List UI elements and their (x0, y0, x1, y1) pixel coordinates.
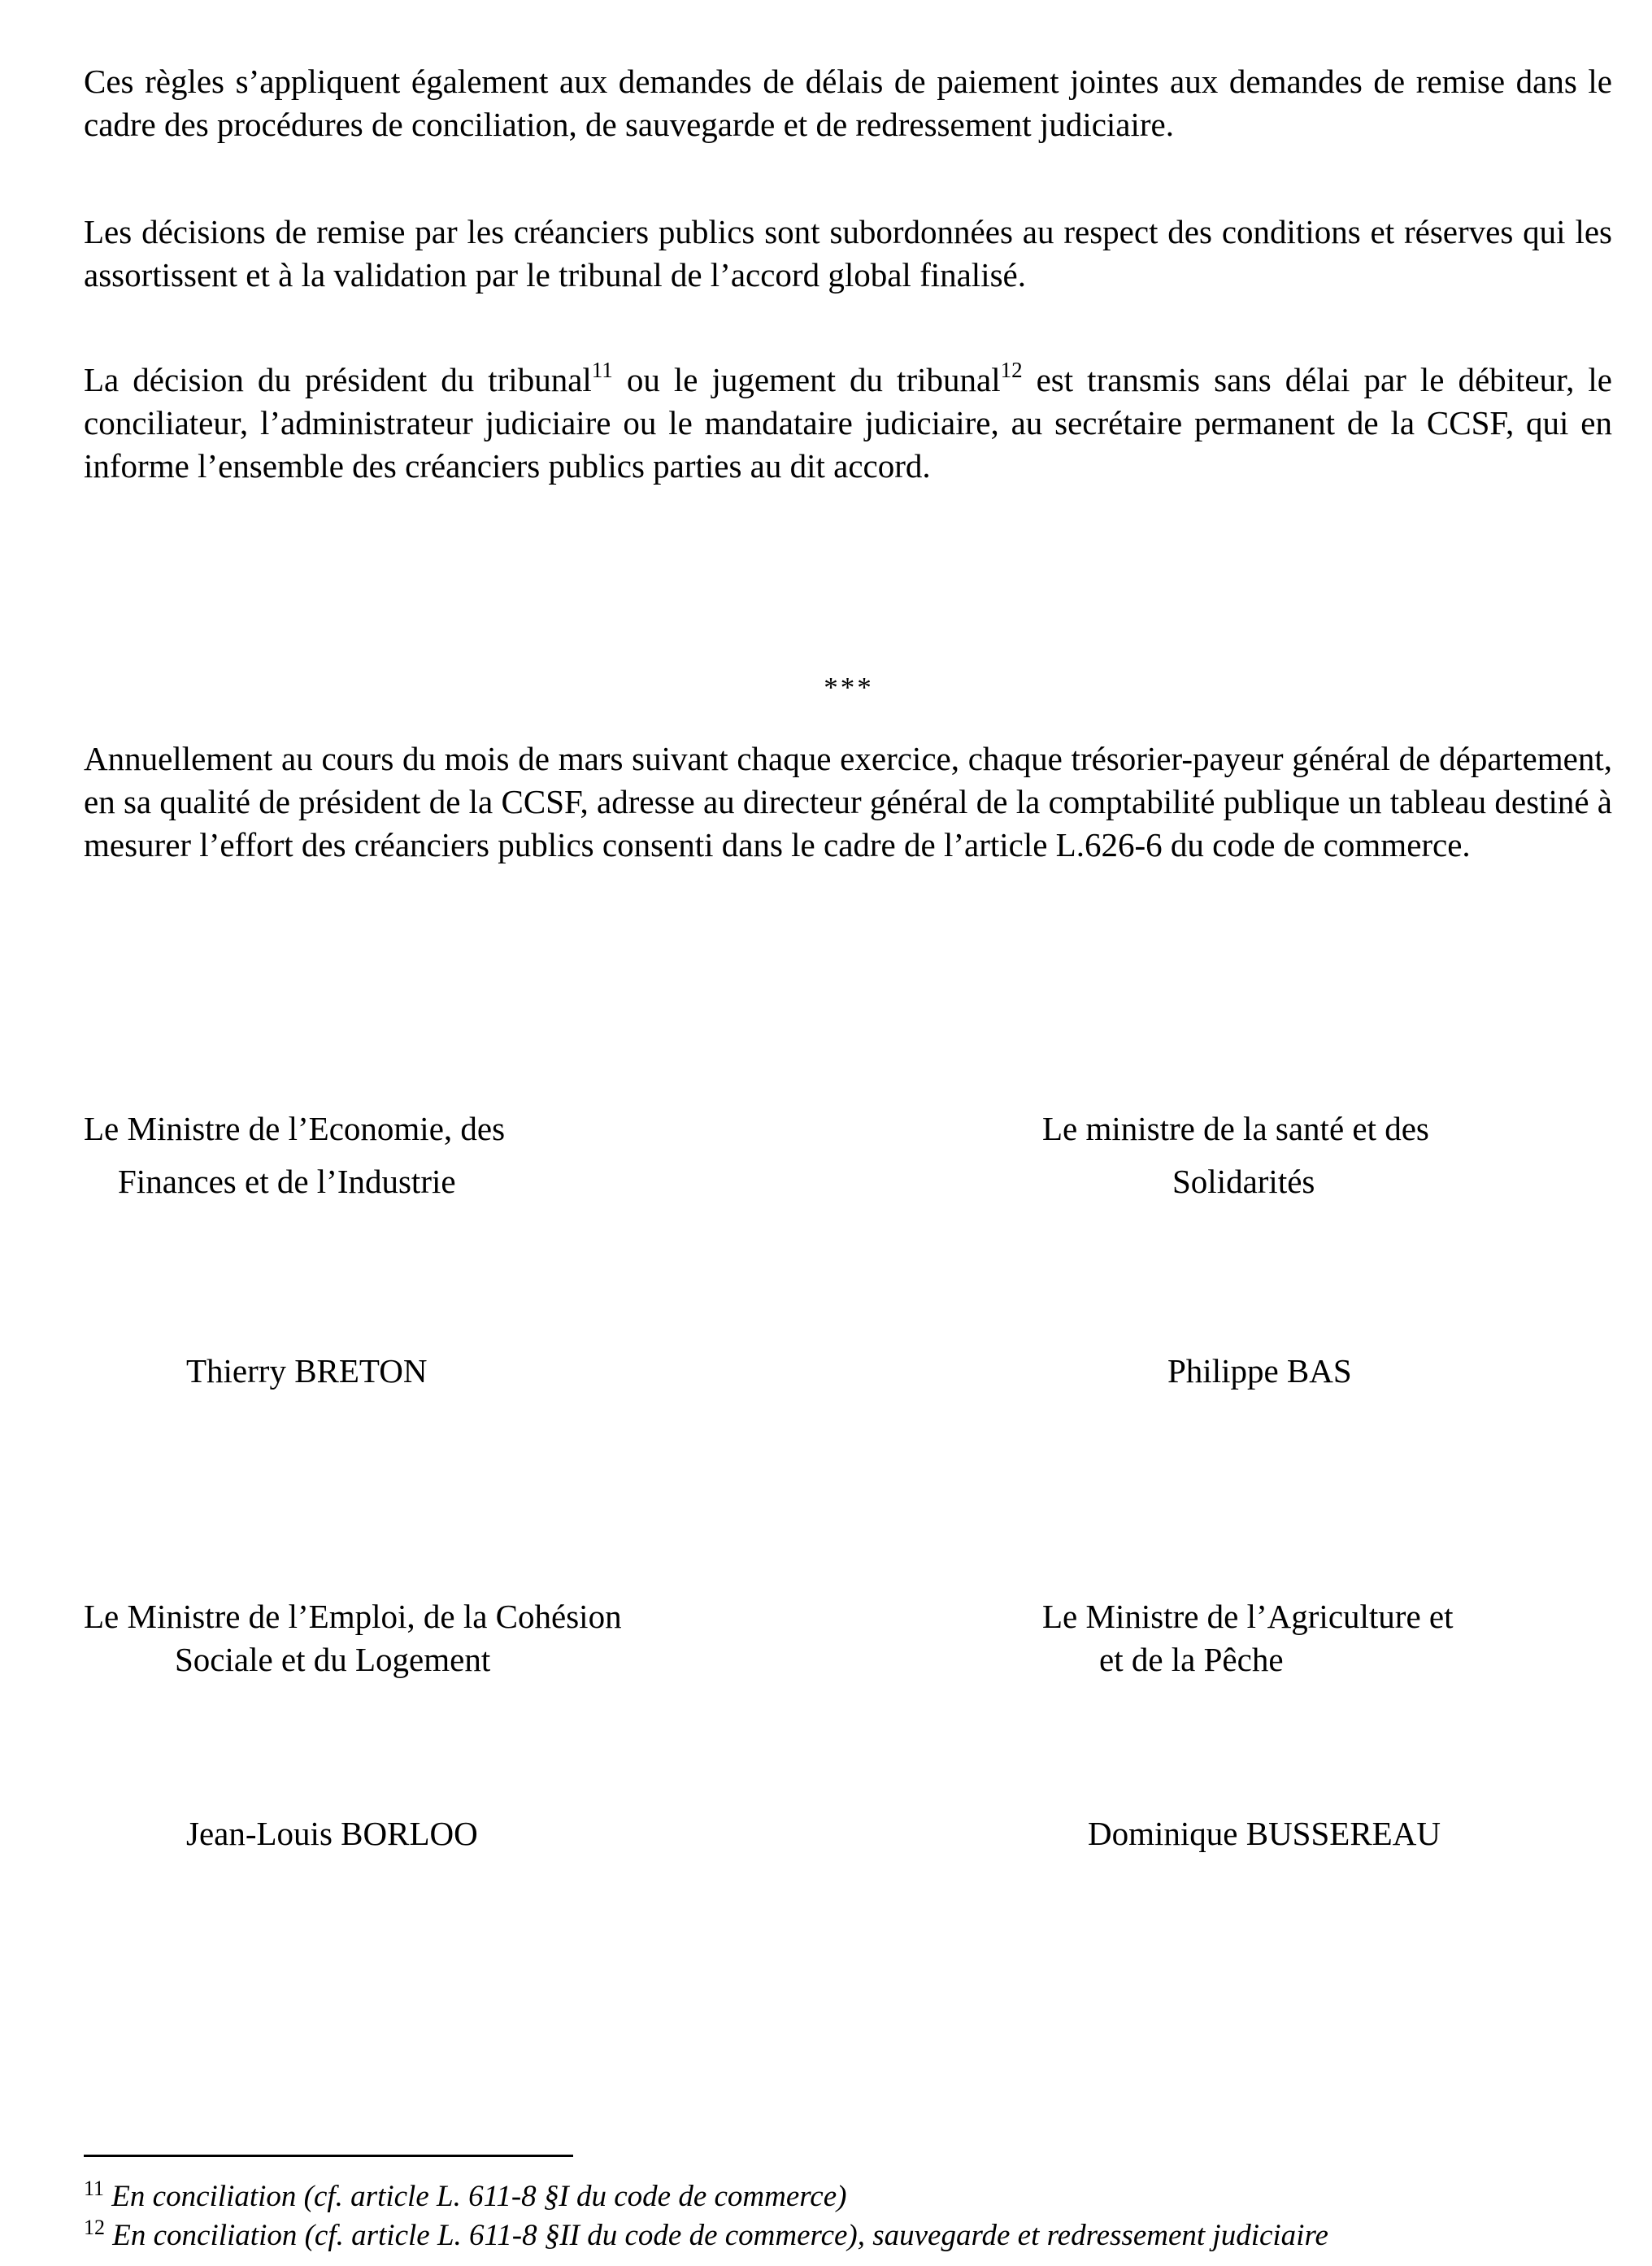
signatory-agriculture-name: Dominique BUSSEREAU (1088, 1815, 1441, 1852)
paragraph-rules-apply: Ces règles s’appliquent également aux demandes de délais de paiement jointes aux demandes de remise dans le cadre des procédures de conciliation, de sauvegarde et de redressement judiciaire. (84, 63, 1612, 143)
paragraph-tribunal-decision (84, 359, 1612, 488)
signatory-economie-title-line2: Finances et de l’Industrie (118, 1163, 456, 1200)
footnote-ref-12: 12 (1000, 358, 1023, 383)
footnote-text: En conciliation (cf. article L. 611-8 §II du code de commerce), sauvegarde et redressement judiciaire (112, 2219, 1328, 2252)
signatory-sante-title-line2: Solidarités (1172, 1163, 1315, 1200)
signatory-emploi-title-line1: Le Ministre de l’Emploi, de la Cohésion (84, 1598, 622, 1635)
signatory-agriculture-title-line2: et de la Pêche (1099, 1641, 1284, 1678)
paragraph-text: ou le jugement du tribunal (612, 361, 1001, 398)
footnote-ref-11: 11 (591, 358, 613, 383)
signatory-economie-name: Thierry BRETON (186, 1352, 428, 1390)
footnote-number: 11 (84, 2176, 105, 2200)
paragraph-text: est transmis sans délai par le débiteur, le conciliateur, l’administrateur judiciaire ou le mandataire judiciaire, au secrétaire permanent de la CCSF, qui en informe l’ensemble des créanciers publics parties au dit accord. (84, 361, 1612, 485)
footnote-number: 12 (84, 2215, 105, 2239)
signatory-sante-name: Philippe BAS (1167, 1352, 1352, 1390)
signatory-emploi-name: Jean-Louis BORLOO (186, 1815, 478, 1852)
footnote-11 (84, 2176, 847, 2215)
footnote-12 (84, 2215, 1328, 2254)
paragraph-remission-decisions: Les décisions de remise par les créanciers publics sont subordonnées au respect des conditions et réserves qui les assortissent et à la validation par le tribunal de l’accord global finalisé. (84, 213, 1612, 294)
paragraph-text: La décision du président du tribunal (84, 361, 592, 398)
signatory-emploi-title-line2: Sociale et du Logement (175, 1641, 491, 1678)
section-separator: *** (824, 672, 874, 703)
footnote-text: En conciliation (cf. article L. 611-8 §I du code de commerce) (111, 2180, 847, 2213)
signatory-sante-title-line1: Le ministre de la santé et des (1042, 1110, 1429, 1147)
signatory-economie-title-line1: Le Ministre de l’Economie, des (84, 1110, 506, 1147)
paragraph-annual-report: Annuellement au cours du mois de mars suivant chaque exercice, chaque trésorier-payeur général de département, en sa qualité de président de la CCSF, adresse au directeur général de la comptabilité publique un tableau destiné à mesurer l’effort des créanciers publics consenti dans le cadre de l’article L.626-6 du code de commerce. (84, 740, 1612, 863)
signatory-agriculture-title-line1: Le Ministre de l’Agriculture et (1042, 1598, 1454, 1635)
footnote-separator-rule (84, 2155, 573, 2157)
